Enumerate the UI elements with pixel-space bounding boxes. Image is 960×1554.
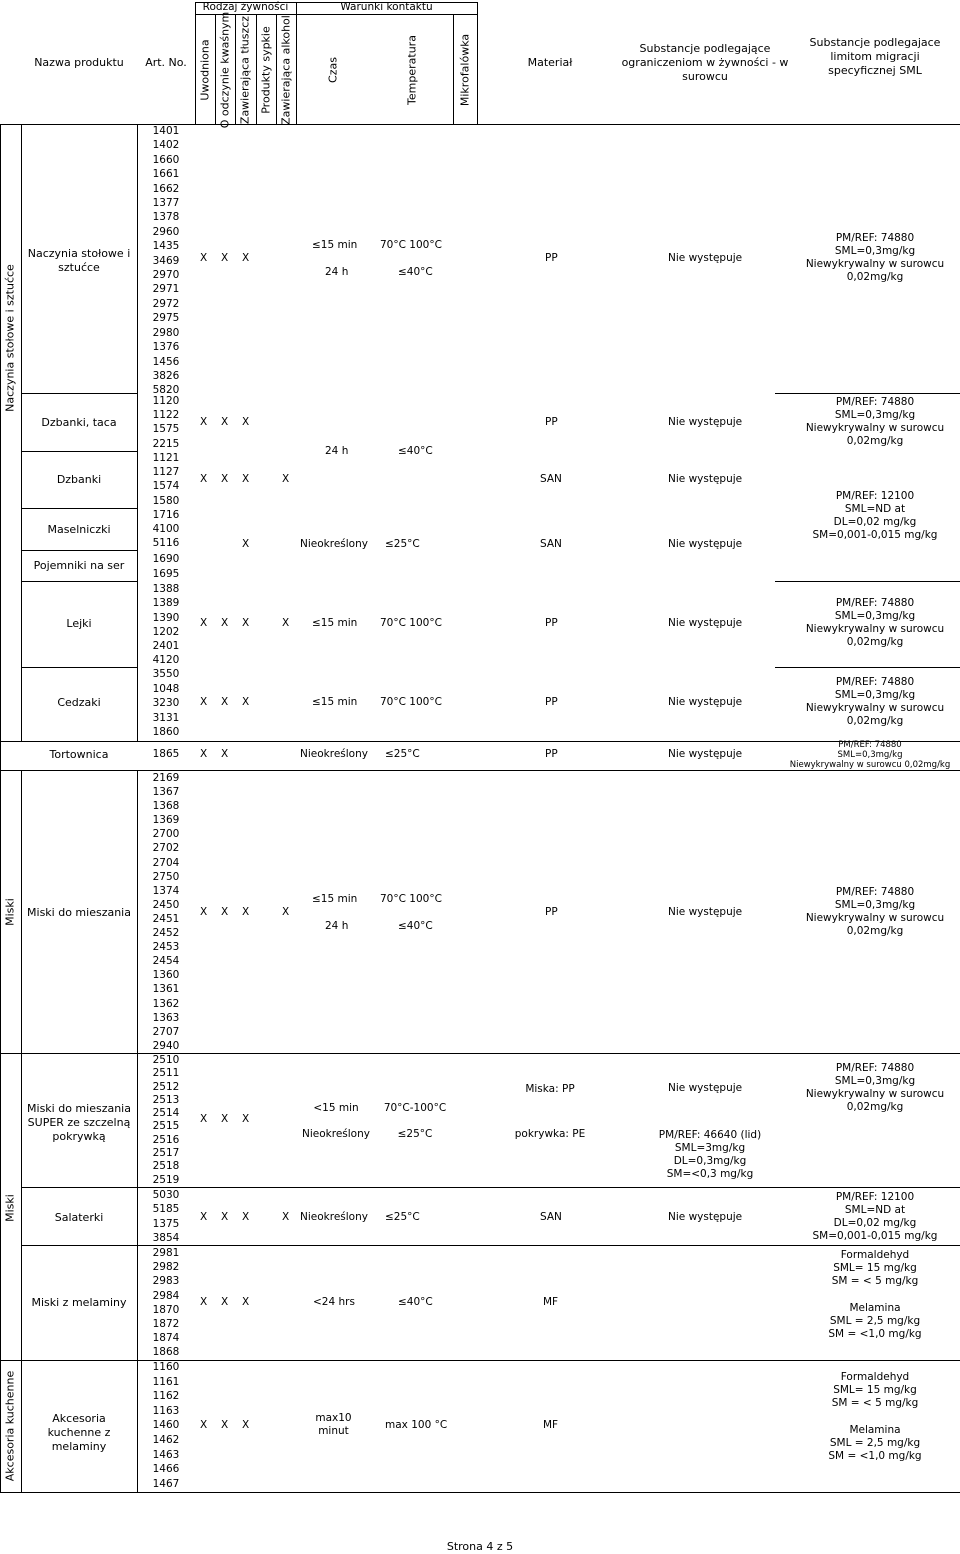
category-akcesoria: Akcesoria kuchenne [3, 1370, 17, 1482]
material: PP [545, 252, 558, 264]
contact-temp: ≤40°C [398, 920, 433, 932]
contact-temp: 70°C 100°C [380, 696, 442, 708]
art-list-pojemniki: 1690 1695 [152, 553, 180, 580]
contact-temp: ≤40°C [398, 445, 433, 457]
header-food-uwodniona: Uwodniona [198, 39, 212, 101]
contact-temp: 70°C 100°C [380, 239, 442, 251]
art-list-dzbanki: 1121 1127 1574 1580 [152, 452, 180, 507]
x-mark: X [242, 617, 250, 629]
x-mark: X [242, 538, 250, 550]
sml-value: PM/REF: 12100 SML=ND at DL=0,02 mg/kg SM=0,001-0,015 mg/kg [812, 490, 938, 542]
material: SAN [540, 538, 562, 550]
x-mark: X [221, 906, 229, 918]
category-naczynia: Naczynia stołowe i sztućce [3, 264, 17, 412]
contact-temp: 70°C 100°C [380, 617, 442, 629]
sml-value: PM/REF: 12100 SML=ND at DL=0,02 mg/kg SM=0,001-0,015 mg/kg [812, 1191, 938, 1243]
header-sml: Substancje podlegajace limitom migracji specyficznej SML [809, 36, 941, 77]
x-mark: X [242, 1296, 250, 1308]
restricted-substances: Nie występuje [668, 748, 743, 760]
x-mark: X [221, 696, 229, 708]
x-mark: X [200, 473, 208, 485]
x-mark: X [221, 252, 229, 264]
header-food-type: Rodzaj żywności [202, 1, 289, 13]
material: PP [545, 748, 558, 760]
header-material: Materiał [527, 56, 573, 69]
art-list-miski-melaminy: 2981 2982 2983 2984 1870 1872 1874 1868 [152, 1247, 180, 1359]
art-list-lejki: 1388 1389 1390 1202 2401 4120 [152, 583, 180, 667]
category-miski-1: Miski [3, 898, 17, 926]
header-restricted: Substancje podlegające ograniczeniom w żywności - w surowcu [621, 42, 789, 83]
contact-time: ≤15 min [312, 893, 358, 905]
x-mark: X [282, 906, 290, 918]
product-dzbanki-taca: Dzbanki, taca [41, 416, 117, 429]
contact-time: Nieokreślony [300, 748, 368, 760]
header-product-name: Nazwa produktu [34, 56, 124, 69]
contact-time: max10 minut [315, 1412, 352, 1438]
product-salaterki: Salaterki [54, 1211, 104, 1224]
category-miski-2: Miski [3, 1194, 17, 1222]
x-mark: X [282, 473, 290, 485]
header-art-no: Art. No. [145, 56, 187, 69]
x-mark: X [221, 416, 229, 428]
header-food-alcohol: Zawierająca alkohol [279, 15, 293, 125]
x-mark: X [221, 473, 229, 485]
sml-value: PM/REF: 74880 SML=0,3mg/kg Niewykrywalny w surowcu 0,02mg/kg [789, 740, 951, 770]
x-mark: X [200, 416, 208, 428]
material: PP [545, 617, 558, 629]
contact-temp: 70°C 100°C [380, 893, 442, 905]
material: Miska: PP pokrywka: PE [514, 1083, 586, 1140]
header-microwave: Mikrofalówka [458, 33, 472, 107]
x-mark: X [200, 252, 208, 264]
product-akcesoria: Akcesoria kuchenne z melaminy [47, 1412, 111, 1453]
material: PP [545, 906, 558, 918]
header-food-acid: O odczynie kwaśnym [218, 11, 232, 129]
x-mark: X [200, 1113, 208, 1125]
x-mark: X [282, 617, 290, 629]
product-naczynia: Naczynia stołowe i sztućce [27, 247, 131, 274]
contact-temp: ≤40°C [398, 1296, 433, 1308]
art-list-salaterki: 5030 5185 1375 3854 [152, 1189, 180, 1244]
x-mark: X [200, 1211, 208, 1223]
contact-temp: 70°C-100°C ≤25°C [383, 1102, 447, 1140]
material: PP [545, 416, 558, 428]
header-temperature: Temperatura [405, 35, 419, 105]
art-list-miski-mieszania: 2169 1367 1368 1369 2700 2702 2704 2750 1374 2450 2451 2452 2453 2454 1360 1361 1362 1363 2707 2940 [152, 772, 180, 1052]
contact-temp: ≤25°C [385, 1211, 420, 1223]
contact-time: ≤15 min [312, 617, 358, 629]
contact-time: ≤15 min [312, 696, 358, 708]
contact-time: ≤15 min [312, 239, 358, 251]
product-cedzaki: Cedzaki [57, 696, 101, 709]
product-maselniczki: Maselniczki [47, 523, 111, 536]
restricted-substances: Nie występuje [668, 617, 743, 629]
sml-value: Formaldehyd SML= 15 mg/kg SM = < 5 mg/kg Melamina SML = 2,5 mg/kg SM = <1,0 mg/kg [828, 1249, 922, 1340]
product-lejki: Lejki [66, 617, 92, 630]
x-mark: X [221, 1211, 229, 1223]
material: SAN [540, 473, 562, 485]
product-pojemniki: Pojemniki na ser [33, 559, 125, 572]
contact-temp: ≤40°C [398, 266, 433, 278]
sml-value: PM/REF: 74880 SML=0,3mg/kg Niewykrywalny w surowcu 0,02mg/kg [805, 886, 945, 938]
contact-temp: ≤25°C [385, 748, 420, 760]
material: SAN [540, 1211, 562, 1223]
contact-time: 24 h [325, 266, 349, 278]
contact-time: <15 min Nieokreślony [302, 1102, 370, 1140]
material: MF [543, 1296, 559, 1308]
x-mark: X [242, 1211, 250, 1223]
x-mark: X [221, 617, 229, 629]
restricted-substances: Nie występuje [668, 416, 743, 428]
x-mark: X [282, 1211, 290, 1223]
contact-time: 24 h [325, 445, 349, 457]
art-list-tortownica: 1865 [152, 748, 180, 760]
sml-value: PM/REF: 74880 SML=0,3mg/kg Niewykrywalny w surowcu 0,02mg/kg [805, 396, 945, 448]
sml-value: PM/REF: 74880 SML=0,3mg/kg Niewykrywalny w surowcu 0,02mg/kg [805, 232, 945, 284]
x-mark: X [200, 1296, 208, 1308]
restricted-substances: Nie występuje [668, 252, 743, 264]
x-mark: X [242, 1113, 250, 1125]
header-contact: Warunki kontaktu [340, 1, 433, 13]
header-food-dry: Produkty sypkie [259, 26, 273, 114]
x-mark: X [200, 696, 208, 708]
restricted-substances: Nie występuje [668, 1211, 743, 1223]
product-miski-mieszania: Miski do mieszania [27, 906, 131, 919]
contact-temp: max 100 °C [385, 1419, 448, 1431]
material: PP [545, 696, 558, 708]
x-mark: X [200, 748, 208, 760]
x-mark: X [221, 1113, 229, 1125]
sml-value: Formaldehyd SML= 15 mg/kg SM = < 5 mg/kg Melamina SML = 2,5 mg/kg SM = <1,0 mg/kg [828, 1371, 922, 1462]
contact-time: 24 h [325, 920, 349, 932]
page-number: Strona 4 z 5 [446, 1540, 514, 1553]
restricted-substances: Nie występuje [668, 1082, 743, 1094]
product-dzbanki: Dzbanki [56, 473, 102, 486]
art-list-miski-super: 2510 2511 2512 2513 2514 2515 2516 2517 2518 2519 [152, 1054, 180, 1186]
sml-value: PM/REF: 74880 SML=0,3mg/kg Niewykrywalny w surowcu 0,02mg/kg [805, 1062, 945, 1114]
contact-time: <24 hrs [313, 1296, 355, 1308]
x-mark: X [200, 906, 208, 918]
x-mark: X [242, 252, 250, 264]
contact-time: Nieokreślony [300, 538, 368, 550]
x-mark: X [221, 748, 229, 760]
restricted-lid: PM/REF: 46640 (lid) SML=3mg/kg DL=0,3mg/kg SM=<0,3 mg/kg [658, 1129, 762, 1181]
x-mark: X [200, 617, 208, 629]
x-mark: X [242, 1419, 250, 1431]
contact-temp: ≤25°C [385, 538, 420, 550]
art-list-cedzaki: 3550 1048 3230 3131 1860 [152, 668, 180, 739]
x-mark: X [221, 1296, 229, 1308]
product-miski-melaminy: Miski z melaminy [31, 1296, 127, 1309]
contact-time: Nieokreślony [300, 1211, 368, 1223]
header-food-fat: Zawierająca tłuszcz [238, 15, 252, 125]
x-mark: X [200, 1419, 208, 1431]
restricted-substances: Nie występuje [668, 906, 743, 918]
x-mark: X [242, 696, 250, 708]
x-mark: X [242, 906, 250, 918]
art-list-akcesoria: 1160 1161 1162 1163 1460 1462 1463 1466 1467 [152, 1361, 180, 1490]
restricted-substances: Nie występuje [668, 696, 743, 708]
restricted-substances: Nie występuje [668, 473, 743, 485]
sml-value: PM/REF: 74880 SML=0,3mg/kg Niewykrywalny w surowcu 0,02mg/kg [805, 676, 945, 728]
header-time: Czas [326, 57, 340, 83]
art-list-dzbanki-taca: 1120 1122 1575 2215 [152, 395, 180, 450]
restricted-substances: Nie występuje [668, 538, 743, 550]
art-list-naczynia: 1401 1402 1660 1661 1662 1377 1378 2960 1435 3469 2970 2971 2972 2975 2980 1376 1456 3826 5820 [152, 125, 180, 397]
art-list-maselniczki: 1716 4100 5116 [152, 509, 180, 549]
x-mark: X [242, 473, 250, 485]
material: MF [543, 1419, 559, 1431]
product-miski-super: Miski do mieszania SUPER ze szczelną pokrywką [27, 1102, 131, 1143]
product-tortownica: Tortownica [49, 748, 109, 761]
x-mark: X [221, 1419, 229, 1431]
sml-value: PM/REF: 74880 SML=0,3mg/kg Niewykrywalny w surowcu 0,02mg/kg [805, 597, 945, 649]
x-mark: X [242, 416, 250, 428]
